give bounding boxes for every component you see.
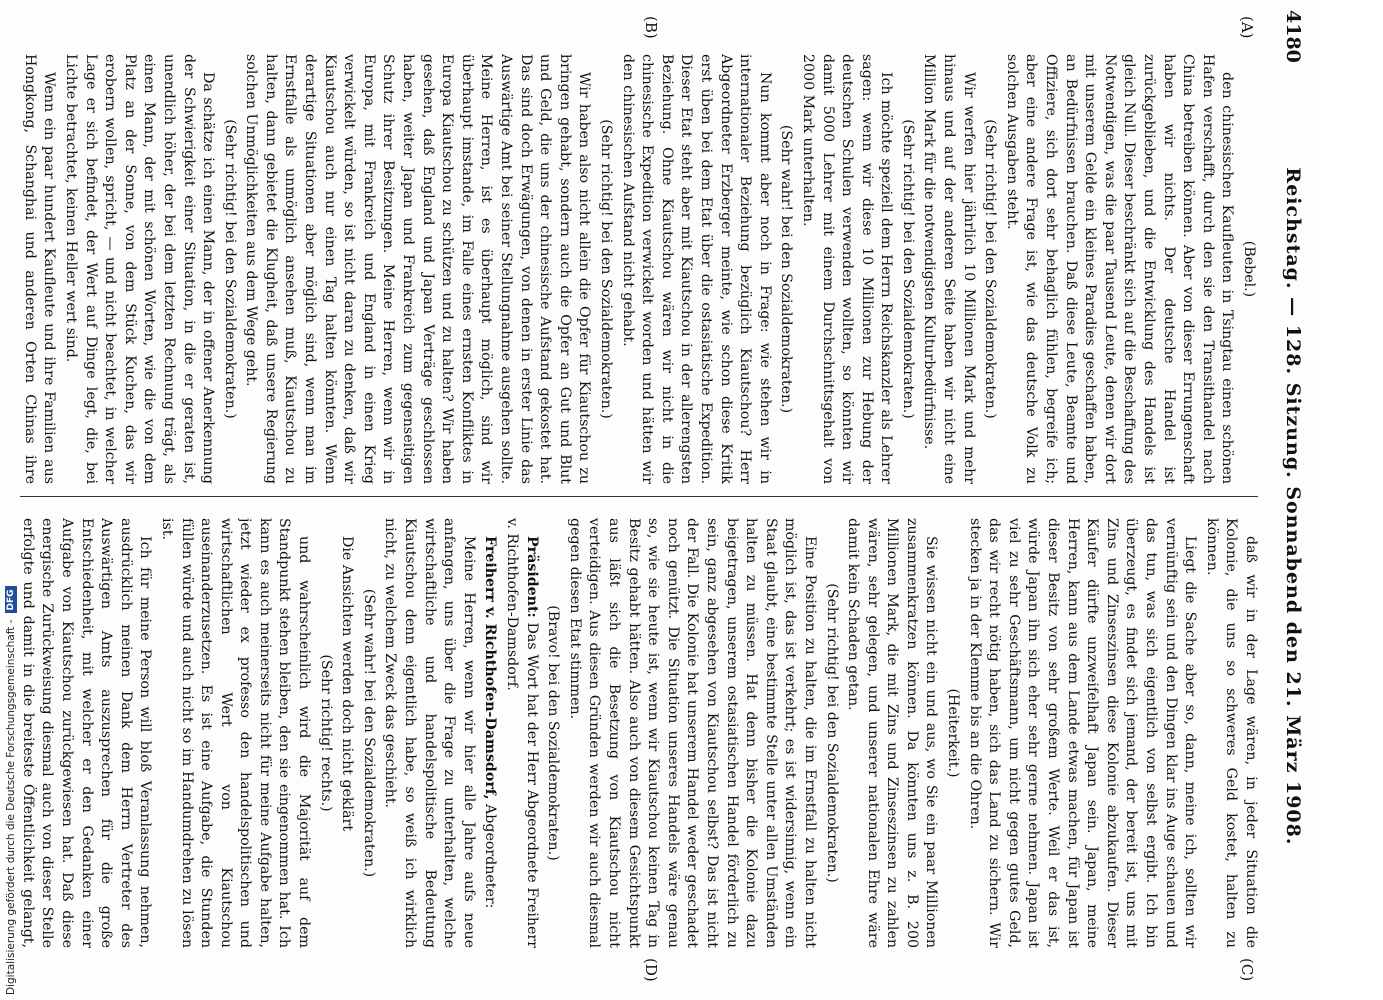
- president-statement: [501, 518, 540, 948]
- interjection: (Bravo! bei den Sozialdemokraten.): [545, 605, 562, 861]
- interjection: (Sehr wahr! bei den Sozialdemokraten.): [360, 588, 377, 878]
- speaker2-role: Abgeordneter:: [482, 804, 499, 909]
- interjection: (Sehr richtig! bei den Sozialdemokraten.): [221, 119, 238, 419]
- paragraph: daß wir in der Lage wären, in jeder Situation die Kolonie, die uns so schweres Geld kostet, halten zu können.: [1203, 518, 1259, 948]
- digitization-credit: [0, 15, 22, 995]
- credit-text: Digitalisierung gefördert durch die Deutsche Forschungsgemeinschaft -: [5, 619, 17, 995]
- margin-mark-b: (B): [642, 16, 660, 39]
- margin-mark-a: (A): [1238, 16, 1256, 39]
- right-paragraphs-2: [20, 518, 478, 948]
- paragraph: Meine Herren, wenn wir hier alle Jahre aufs neue anfangen, uns über die Frage zu unterhalten, welche wirtschaftliche und handelspolitische Bedeutung Kiautschou denn eigentlich habe, so weiß ich wirklich nicht, zu welchem Zweck das geschieht.: [382, 518, 477, 948]
- president-text: Das Wort hat der Herr Abgeordnete Freiherr v. Richthofen-Damsdorf.: [504, 518, 540, 948]
- paragraph: Wir haben also nicht allein die Opfer für Kiautschou zu bringen gehabt, sondern auch die Opfer an Gut und Blut und Geld, die uns der chinesische Aufstand gekostet hat. Das sind doch Erwägungen, von denen in erster Linie das Auswärtige Amt bei seiner Stellungnahme ausgehen sollte. Meine Herren, ist es überhaupt möglich, sind wir überhaupt imstande, im Falle eines ernsten Konfliktes in Europa Kiautschou zu schützen und zu halten? Wir haben gesehen, daß England und Japan Verträge geschlossen haben, weiter Japan und Frankreich zum gegenseitigen Schutz ihrer Besitzungen. Meine Herren, wenn wir in Europa, mit Frankreich und England in einen Krieg verwickelt würden, so ist nicht daran zu denken, daß wir Kiautschou auch nur einen Tag halten könnten. Wenn derartige Situationen aber möglich sind, wenn man im Ernstfalle als unmöglich ansehen muß, Kiautschou zu halten, dann gebietet die Klugheit, daß unsere Regierung solchen Unmöglichkeiten aus dem Wege geht.: [243, 54, 593, 484]
- page-title: Reichstag. — 128. Sitzung. Sonnabend den 21. März 1908.: [1282, 167, 1304, 846]
- interjection: (Sehr wahr! bei den Sozialdemokraten.): [778, 124, 795, 414]
- paragraph: Ich für meine Person will bloß Veranlassung nehmen, ausdrücklich meinen Dank dem Herrn Vertreter des Auswärtigen Amts auszusprechen für die große Entschiedenheit, mit welcher er den Gedanken einer Aufgabe von Kiautschou zurückgewiesen hat. Daß diese energische Zurückweisung diesmal auch von dieser Stelle erfolgte und damit in die breiteste Öffentlichkeit gelangt,: [20, 518, 154, 948]
- margin-mark-d: (D): [642, 958, 660, 982]
- paragraph: Sie wissen nicht ein und aus, wo Sie ein paar Millionen zusammenkratzen können. Da könnten uns z. B. 200 Millionen Mark, die mit Zins und Zinseszinsen zu zahlen wären, sehr gelegen, und unserer nationalen Ehre wäre damit kein Schaden getan.: [845, 518, 940, 948]
- interjection: (Sehr richtig! rechts.): [317, 654, 334, 812]
- column-divider: [20, 496, 1258, 497]
- speaker2-intro: [480, 518, 500, 948]
- speaker2-label: Freiherr v. Richthofen-Damsdorf,: [482, 536, 499, 800]
- interjection: (Sehr richtig! bei den Sozialdemokraten.): [899, 119, 916, 419]
- right-column: [20, 518, 1260, 948]
- speaker-continuation: (Bebel.): [1241, 240, 1257, 298]
- paragraph: Wir werfen hier jährlich 10 Millionen Mark und mehr hinaus und auf der anderen Seite haben wir nicht eine Million Mark für die notwendigsten Kulturbedürfnisse.: [921, 54, 977, 484]
- interjection: (Sehr richtig! bei den Sozialdemokraten.): [823, 583, 840, 883]
- paragraph: Wenn ein paar hundert Kaufleute und ihre Familien aus Hongkong, Schanghai und anderen Orten Chinas ihre: [21, 54, 58, 484]
- paragraph: Die Ansichten werden doch nicht geklärt: [339, 536, 356, 832]
- left-paragraphs: [20, 54, 1236, 484]
- president-label: Präsident:: [523, 536, 540, 618]
- right-paragraphs: [543, 518, 1260, 948]
- paragraph: Da schätze ich einen Mann, der in offener Anerkennung der Schwierigkeit einer Situation, in die er geraten ist, unendlich höher, der bei dem letzten Rechnung trägt, als einen Mann, der mit schönen Worten, wie die von dem Platz an der Sonne, von dem Stück Kuchen, das wir erobern wollen, spricht, — und nicht beachtet, in welcher Lage er sich befindet, der Wert auf Dinge legt, die, bei Lichte betrachtet, keinen Heller wert sind.: [62, 54, 217, 484]
- paragraph: Eine Position zu halten, die im Ernstfall zu halten nicht möglich ist, das ist verkehrt; es ist widersinnig, wenn ein Staat glaubt, eine bestimmte Stelle unter allen Umständen halten zu müssen. Hat denn bisher die Kolonie dazu beigetragen, unserem ostasiatischen Handel förderlich zu sein, ganz abgesehen von Kiautschou selbst? Das ist nicht der Fall. Die Kolonie hat unserem Handel weder geschadet noch genützt. Die Situation unseres Handels wäre genau so, wie sie heute ist, wenn wir Kiautschou keinen Tag in Besitz gehabt hätten. Also auch von diesem Gesichtspunkt aus läßt sich die Besetzung von Kiautschou nicht verteidigen. Aus diesen Gründen werden wir auch diesmal gegen diesen Etat stimmen.: [566, 518, 818, 948]
- paragraph: Ich möchte speziell dem Herrn Reichskanzler als Lehrer sagen: wenn wir diese 10 Millionen zur Hebung der deutschen Schulen verwenden wollten, so könnten wir damit 5000 Lehrer mit einem Durchschnittsgehalt von 2000 Mark unterhalten.: [799, 54, 895, 484]
- page-header: [1278, 10, 1308, 990]
- paragraph: und wahrscheinlich wird die Majorität auf dem Standpunkt stehen bleiben, den sie eingenommen hat. Ich kann es auch meinerseits nicht für meine Aufgabe halten, jetzt wieder ex professo den handelspolitischen und wirtschaftlichen Wert von Kiautschou auseinanderzusetzen. Es ist eine Aufgabe, die Stunden füllen würde und auch nicht so im Handumdrehen zu lösen ist.: [158, 518, 313, 948]
- margin-mark-c: (C): [1238, 958, 1256, 982]
- paragraph: Liegt die Sache aber so, dann, meine ich, sollten wir vernünftig sein und den Dingen klar ins Auge schauen und das tun, was sich eigentlich von selbst ergibt. Ich bin überzeugt, es findet sich jemand, der bereit ist, uns mit Zins und Zinseszinsen diese Kolonie abzukaufen. Dieser Käufer dürfte unzweifelhaft Japan sein. Japan, meine Herren, kann aus dem Lande etwas machen, für Japan ist dieser Besitz von sehr großem Werte. Weil er das ist, würde Japan ihn sich eher sehr gerne nehmen. Japan ist viel zu sehr Geschäftsmann, um nicht gegen gutes Geld, das wir recht nötig haben, sich das Land zu sichern. Wir stecken ja in der Klemme bis an die Ohren.: [966, 518, 1199, 948]
- interjection: (Sehr richtig! bei den Sozialdemokraten.): [982, 119, 999, 419]
- paragraph: Nun kommt aber noch in Frage: wie stehen wir in internationaler Beziehung bezüglich Kiautschou? Herr Abgeordneter Erzberger meinte, wie schon diese Kritik erst üben bei dem Etat über die ostasiatische Expedition. Dieser Etat steht aber mit Kiautschou in der allerengsten Beziehung. Ohne Kiautschou wären wir nicht in die chinesische Expedition verwickelt worden und hätten wir den chinesischen Aufstand nicht gehabt.: [619, 54, 773, 484]
- dfg-logo: DFG: [5, 586, 17, 613]
- left-column: [20, 54, 1260, 484]
- page-number: 4180: [1282, 10, 1304, 63]
- interjection: (Heiterkeit.): [945, 688, 962, 778]
- paragraph: den chinesischen Kaufleuten in Tsingtau einen schönen Hafen verschafft, durch den sie den Transithandel nach China betreiben können. Aber von dieser Errungenschaft haben wir nichts. Der deutsche Handel ist zurückgeblieben, und die Entwicklung des Handels ist gleich Null. Dieser beschränkt sich auf die Beschaffung des Notwendigen, was die paar Tausend Leute, denen wir dort mit unserem Gelde ein kleines Paradies geschaffen haben, an Bedürfnissen brauchen. Daß diese Leute, Beamte und Offiziere, sich dort sehr behaglich fühlen, begreife ich; aber eine andere Frage ist, wie das deutsche Volk zu solchen Ausgaben steht.: [1003, 54, 1236, 484]
- interjection: (Sehr richtig! bei den Sozialdemokraten.): [598, 119, 614, 419]
